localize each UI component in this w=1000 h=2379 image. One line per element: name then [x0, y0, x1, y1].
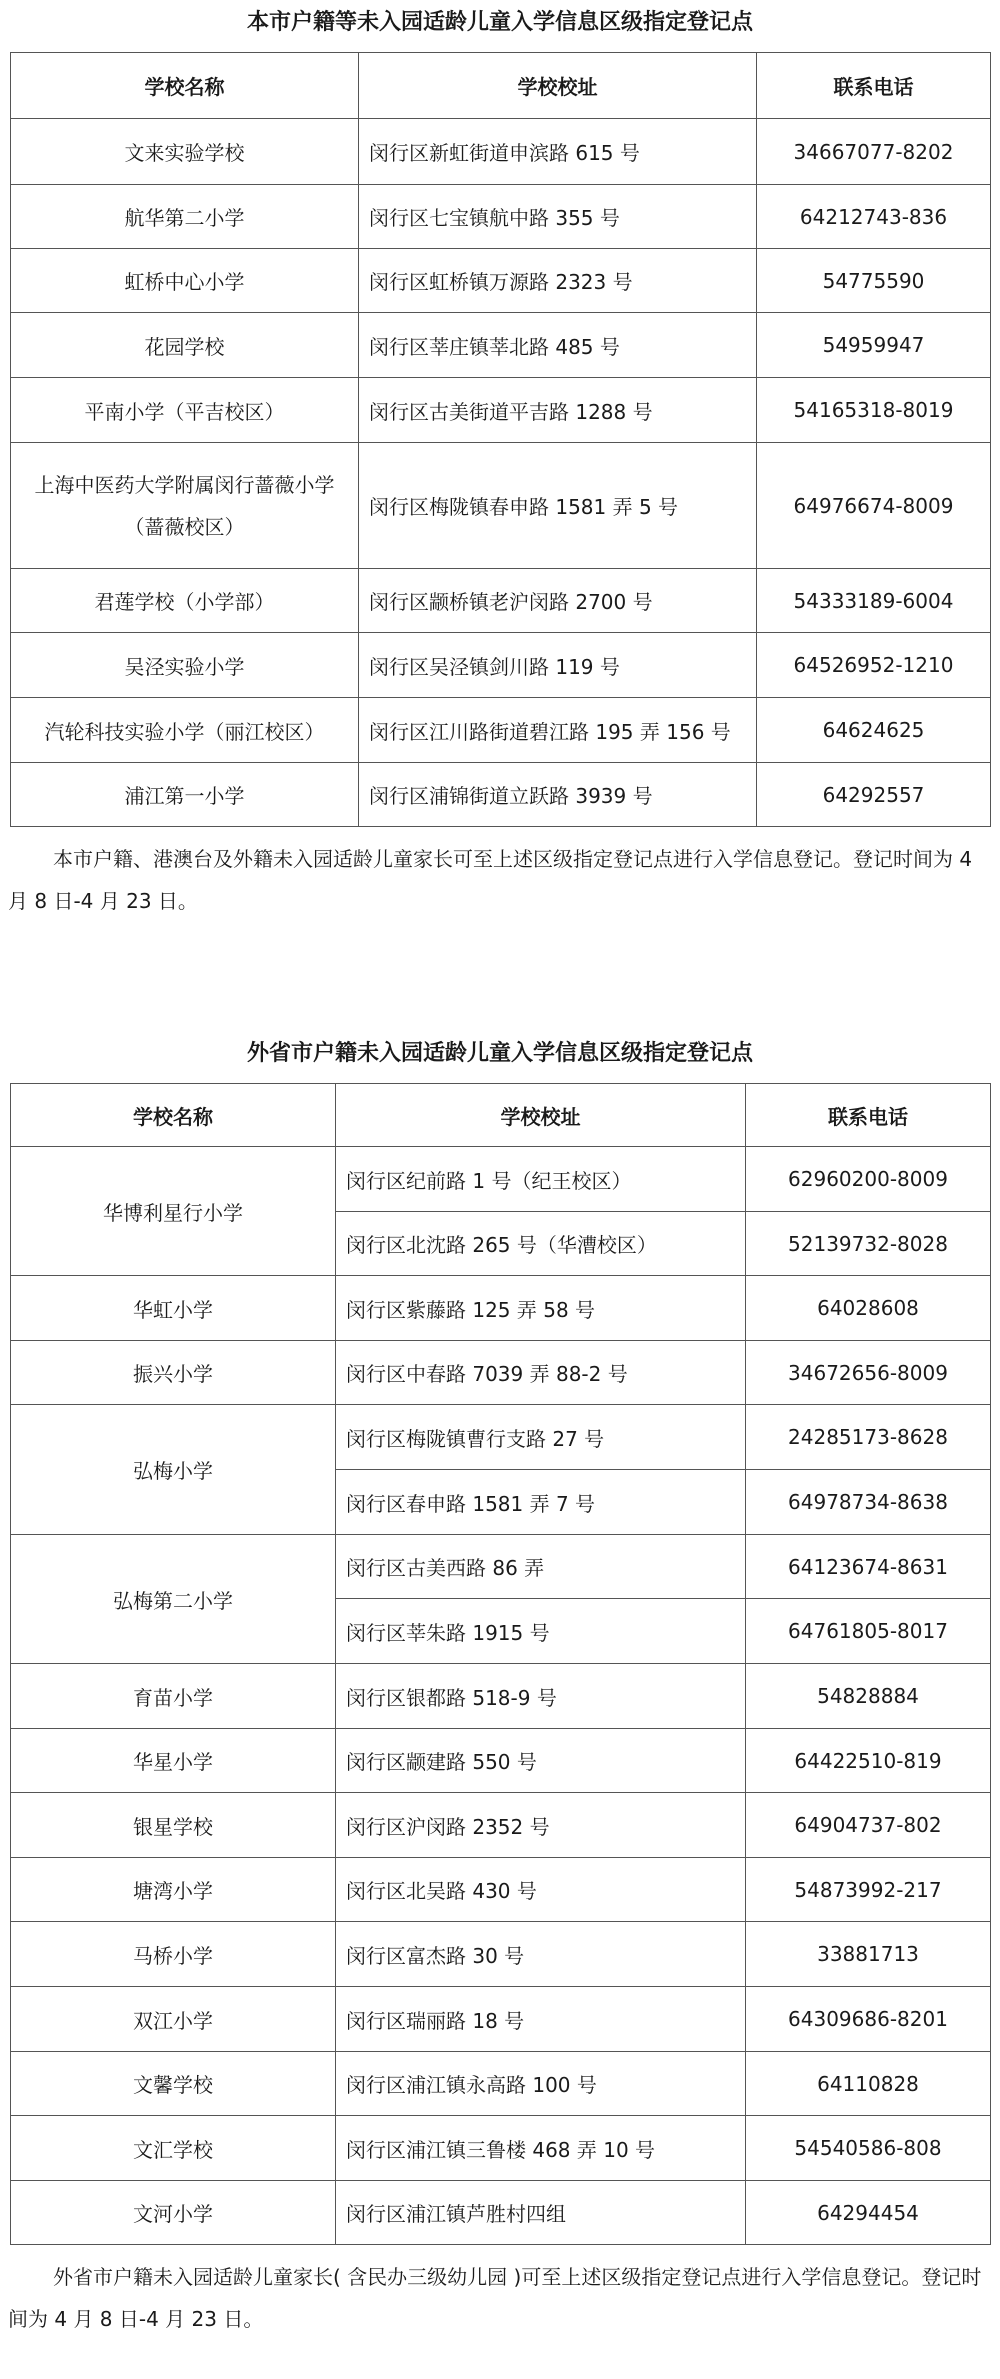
school-address: 闵行区吴泾镇剑川路 119 号	[359, 633, 757, 698]
header-phone: 联系电话	[757, 53, 991, 119]
table-header-row	[11, 53, 991, 119]
school-address: 闵行区古美街道平吉路 1288 号	[359, 378, 757, 443]
school-address: 闵行区纪前路 1 号（纪王校区）	[336, 1147, 746, 1212]
table-row	[11, 378, 991, 443]
phone: 64294454	[746, 2181, 991, 2245]
table-row	[11, 249, 991, 313]
school-address: 闵行区浦锦街道立跃路 3939 号	[359, 763, 757, 827]
school-name: 君莲学校（小学部）	[11, 569, 359, 633]
phone: 52139732-8028	[746, 1212, 991, 1276]
phone: 34672656-8009	[746, 1341, 991, 1405]
school-address: 闵行区七宝镇航中路 355 号	[359, 185, 757, 249]
phone: 64028608	[746, 1276, 991, 1341]
school-name: 花园学校	[11, 313, 359, 378]
school-name: 吴泾实验小学	[11, 633, 359, 698]
school-address: 闵行区新虹街道申滨路 615 号	[359, 119, 757, 185]
header-school-address: 学校校址	[336, 1084, 746, 1147]
school-address: 闵行区瑞丽路 18 号	[336, 1987, 746, 2052]
school-name: 华虹小学	[11, 1276, 336, 1341]
school-name: 弘梅小学	[11, 1405, 336, 1535]
table-row	[11, 1858, 991, 1922]
table1-title: 本市户籍等未入园适龄儿童入学信息区级指定登记点	[246, 10, 753, 35]
phone: 64978734-8638	[746, 1470, 991, 1535]
table-row	[11, 1276, 991, 1341]
table-row	[11, 1147, 991, 1212]
school-name: 育苗小学	[11, 1664, 336, 1729]
phone: 24285173-8628	[746, 1405, 991, 1470]
school-address: 闵行区富杰路 30 号	[336, 1922, 746, 1987]
school-address: 闵行区沪闵路 2352 号	[336, 1793, 746, 1858]
phone: 54873992-217	[746, 1858, 991, 1922]
table-row	[11, 119, 991, 185]
phone: 34667077-8202	[757, 119, 991, 185]
table-row	[11, 569, 991, 633]
phone: 54333189-6004	[757, 569, 991, 633]
school-name: 汽轮科技实验小学（丽江校区）	[11, 698, 359, 763]
school-name: 文馨学校	[11, 2052, 336, 2116]
phone: 64976674-8009	[757, 443, 991, 569]
table-row	[11, 1793, 991, 1858]
school-name: 虹桥中心小学	[11, 249, 359, 313]
phone: 54165318-8019	[757, 378, 991, 443]
school-name: 平南小学（平吉校区）	[11, 378, 359, 443]
school-address: 闵行区中春路 7039 弄 88-2 号	[336, 1341, 746, 1405]
school-address: 闵行区浦江镇芦胜村四组	[336, 2181, 746, 2245]
school-address: 闵行区江川路街道碧江路 195 弄 156 号	[359, 698, 757, 763]
table2	[10, 1083, 991, 2245]
table-row	[11, 1729, 991, 1793]
school-address: 闵行区紫藤路 125 弄 58 号	[336, 1276, 746, 1341]
table-row	[11, 2116, 991, 2181]
school-address: 闵行区古美西路 86 弄	[336, 1535, 746, 1599]
phone: 33881713	[746, 1922, 991, 1987]
school-address: 闵行区银都路 518-9 号	[336, 1664, 746, 1729]
table-row	[11, 1664, 991, 1729]
school-name: 浦江第一小学	[11, 763, 359, 827]
phone: 64526952-1210	[757, 633, 991, 698]
header-school-address: 学校校址	[359, 53, 757, 119]
phone: 64761805-8017	[746, 1599, 991, 1664]
table-row	[11, 2181, 991, 2245]
school-name: 塘湾小学	[11, 1858, 336, 1922]
school-name: 文来实验学校	[11, 119, 359, 185]
school-name: 振兴小学	[11, 1341, 336, 1405]
school-address: 闵行区浦江镇永高路 100 号	[336, 2052, 746, 2116]
school-address: 闵行区颛建路 550 号	[336, 1729, 746, 1793]
table-row	[11, 633, 991, 698]
phone: 54959947	[757, 313, 991, 378]
school-address: 闵行区梅陇镇曹行支路 27 号	[336, 1405, 746, 1470]
table2-title: 外省市户籍未入园适龄儿童入学信息区级指定登记点	[246, 1041, 753, 1066]
school-name: 马桥小学	[11, 1922, 336, 1987]
phone: 64212743-836	[757, 185, 991, 249]
table-row	[11, 1922, 991, 1987]
header-school-name: 学校名称	[11, 53, 359, 119]
phone: 54540586-808	[746, 2116, 991, 2181]
header-phone: 联系电话	[746, 1084, 991, 1147]
school-address: 闵行区北吴路 430 号	[336, 1858, 746, 1922]
school-address: 闵行区莘庄镇莘北路 485 号	[359, 313, 757, 378]
table-row	[11, 698, 991, 763]
header-school-name: 学校名称	[11, 1084, 336, 1147]
table-row	[11, 185, 991, 249]
school-name: 文河小学	[11, 2181, 336, 2245]
table-row	[11, 2052, 991, 2116]
table-row	[11, 763, 991, 827]
phone: 64123674-8631	[746, 1535, 991, 1599]
school-name: 文汇学校	[11, 2116, 336, 2181]
school-address: 闵行区浦江镇三鲁楼 468 弄 10 号	[336, 2116, 746, 2181]
table-row	[11, 1341, 991, 1405]
table-row	[11, 313, 991, 378]
phone: 64904737-802	[746, 1793, 991, 1858]
school-address: 闵行区莘朱路 1915 号	[336, 1599, 746, 1664]
phone: 54828884	[746, 1664, 991, 1729]
phone: 64422510-819	[746, 1729, 991, 1793]
school-name: 弘梅第二小学	[11, 1535, 336, 1664]
school-name: 华博利星行小学	[11, 1147, 336, 1276]
registration-note: 本市户籍、港澳台及外籍未入园适龄儿童家长可至上述区级指定登记点进行入学信息登记。登记时间为 4 月 8 日-4 月 23 日。	[8, 847, 973, 913]
phone: 54775590	[757, 249, 991, 313]
school-name: 航华第二小学	[11, 185, 359, 249]
school-address: 闵行区颛桥镇老沪闵路 2700 号	[359, 569, 757, 633]
table1	[10, 52, 991, 827]
school-address: 闵行区春申路 1581 弄 7 号	[336, 1470, 746, 1535]
school-name: 上海中医药大学附属闵行蔷薇小学（蔷薇校区）	[11, 443, 359, 569]
school-address: 闵行区虹桥镇万源路 2323 号	[359, 249, 757, 313]
table-row	[11, 1987, 991, 2052]
table-row	[11, 1405, 991, 1470]
school-address: 闵行区梅陇镇春申路 1581 弄 5 号	[359, 443, 757, 569]
phone: 62960200-8009	[746, 1147, 991, 1212]
table-header-row	[11, 1084, 991, 1147]
school-name: 华星小学	[11, 1729, 336, 1793]
phone: 64624625	[757, 698, 991, 763]
phone: 64292557	[757, 763, 991, 827]
school-address: 闵行区北沈路 265 号（华漕校区）	[336, 1212, 746, 1276]
phone: 64309686-8201	[746, 1987, 991, 2052]
table-row	[11, 1535, 991, 1599]
phone: 64110828	[746, 2052, 991, 2116]
school-name: 双江小学	[11, 1987, 336, 2052]
registration-note: 外省市户籍未入园适龄儿童家长( 含民办三级幼儿园 )可至上述区级指定登记点进行入学信息登记。登记时间为 4 月 8 日-4 月 23 日。	[8, 2265, 982, 2331]
table-row	[11, 443, 991, 569]
school-name: 银星学校	[11, 1793, 336, 1858]
